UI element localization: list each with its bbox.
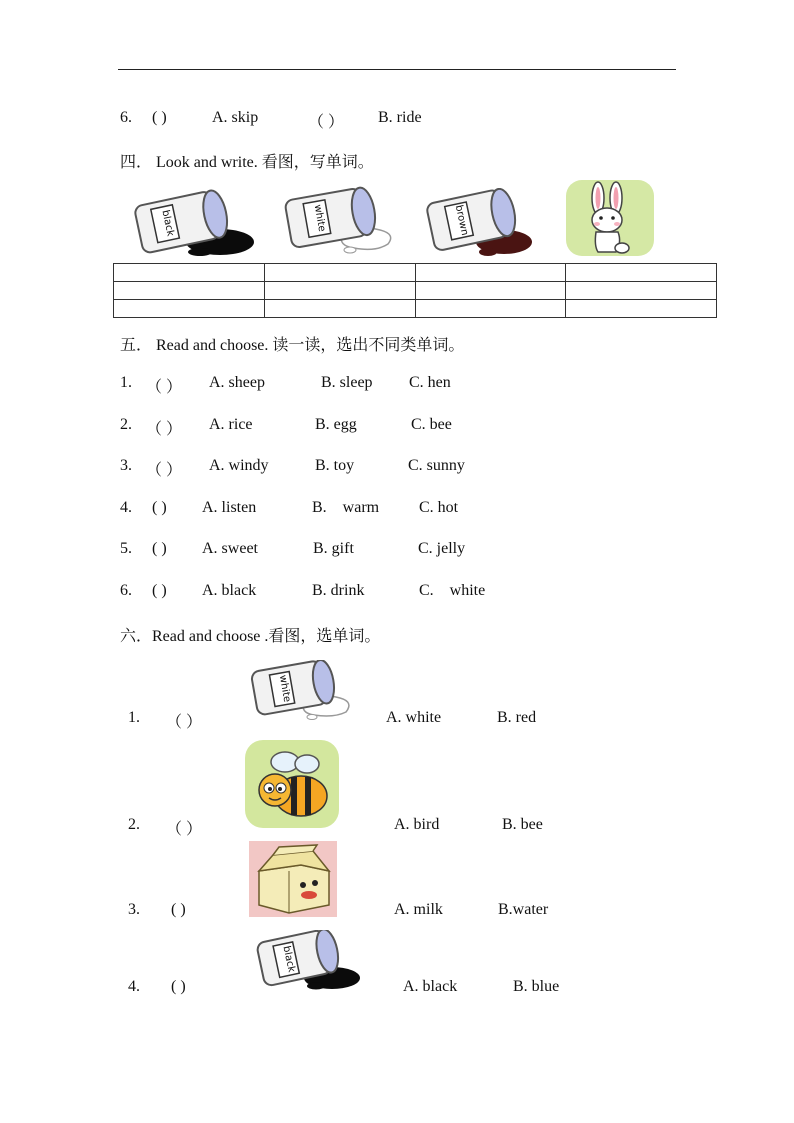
- black-paint-label: black: [280, 945, 297, 974]
- option-b: B.water: [498, 901, 549, 918]
- section-6-title: 六．Read and choose .看图，选单词。: [120, 628, 381, 645]
- answer-cell[interactable]: [114, 264, 265, 282]
- white-paint-label: white: [276, 674, 293, 704]
- prev-item-number: 6.: [120, 109, 132, 126]
- answer-blank[interactable]: （ ）: [166, 714, 203, 731]
- option-c: C. bee: [411, 416, 452, 433]
- answer-cell[interactable]: [415, 264, 566, 282]
- option-a: A. black: [403, 978, 458, 995]
- header-rule: [118, 69, 676, 70]
- option-c: C. white: [419, 582, 486, 599]
- answer-blank[interactable]: （ ）: [146, 462, 183, 479]
- item-number: 5.: [120, 540, 132, 557]
- option-b: B. warm: [312, 499, 380, 516]
- answer-cell[interactable]: [264, 300, 415, 318]
- white-paint-icon: [248, 660, 356, 722]
- answer-cell[interactable]: [264, 264, 415, 282]
- prev-item-option-a: A. skip: [212, 109, 259, 126]
- option-a: A. white: [386, 709, 442, 726]
- option-a: A. rice: [209, 416, 253, 433]
- option-a: A. sheep: [209, 374, 265, 391]
- answer-blank[interactable]: ( ): [171, 901, 186, 918]
- item-number: 4.: [120, 499, 132, 516]
- item-number: 6.: [120, 582, 132, 599]
- option-c: C. sunny: [408, 457, 465, 474]
- option-a: A. black: [202, 582, 257, 599]
- white-paint-icon: [280, 186, 398, 258]
- answer-blank[interactable]: （ ）: [146, 421, 183, 438]
- option-a: A. bird: [394, 816, 440, 833]
- option-c: C. hen: [409, 374, 451, 391]
- answer-cell[interactable]: [415, 300, 566, 318]
- item-number: 3.: [120, 457, 132, 474]
- answer-blank[interactable]: ( ): [152, 582, 167, 599]
- answer-cell[interactable]: [566, 282, 717, 300]
- option-b: B. sleep: [321, 374, 373, 391]
- section-4-title: 四． Look and write. 看图，写单词。: [120, 154, 374, 171]
- answer-blank[interactable]: （ ）: [166, 821, 203, 838]
- item-number: 1.: [128, 709, 140, 726]
- option-b: B. drink: [312, 582, 365, 599]
- item-number: 1.: [120, 374, 132, 391]
- prev-item-option-b: B. ride: [378, 109, 422, 126]
- bee-icon: [245, 740, 339, 828]
- item-number: 2.: [128, 816, 140, 833]
- black-paint-icon: [128, 188, 256, 260]
- prev-item-answer-blank-2[interactable]: （ ）: [308, 114, 345, 131]
- option-b: B. egg: [315, 416, 357, 433]
- answer-blank[interactable]: （ ）: [146, 379, 183, 396]
- option-a: A. windy: [209, 457, 269, 474]
- option-a: A. sweet: [202, 540, 258, 557]
- answer-cell[interactable]: [566, 264, 717, 282]
- option-b: B. blue: [513, 978, 560, 995]
- item-number: 3.: [128, 901, 140, 918]
- option-b: B. toy: [315, 457, 355, 474]
- brown-paint-label: brown: [452, 204, 471, 237]
- item-number: 4.: [128, 978, 140, 995]
- answer-blank[interactable]: ( ): [152, 540, 167, 557]
- answer-cell[interactable]: [114, 300, 265, 318]
- option-b: B. bee: [502, 816, 543, 833]
- brown-paint-icon: [424, 188, 536, 260]
- answer-cell[interactable]: [415, 282, 566, 300]
- answer-blank[interactable]: ( ): [171, 978, 186, 995]
- answer-grid: [113, 263, 717, 318]
- answer-blank[interactable]: ( ): [152, 499, 167, 516]
- option-c: C. hot: [419, 499, 459, 516]
- white-paint-label: white: [311, 203, 328, 233]
- rabbit-icon: [566, 180, 654, 256]
- option-c: C. jelly: [418, 540, 466, 557]
- section-5-title: 五． Read and choose. 读一读，选出不同类单词。: [120, 337, 465, 354]
- item-number: 2.: [120, 416, 132, 433]
- black-paint-icon: [254, 930, 362, 994]
- prev-item-answer-blank[interactable]: ( ): [152, 109, 167, 126]
- option-a: A. milk: [394, 901, 443, 918]
- answer-cell[interactable]: [114, 282, 265, 300]
- answer-cell[interactable]: [264, 282, 415, 300]
- black-paint-label: black: [159, 209, 176, 238]
- option-b: B. red: [497, 709, 537, 726]
- answer-cell[interactable]: [566, 300, 717, 318]
- option-b: B. gift: [313, 540, 354, 557]
- milk-carton-icon: [249, 841, 337, 917]
- option-a: A. listen: [202, 499, 257, 516]
